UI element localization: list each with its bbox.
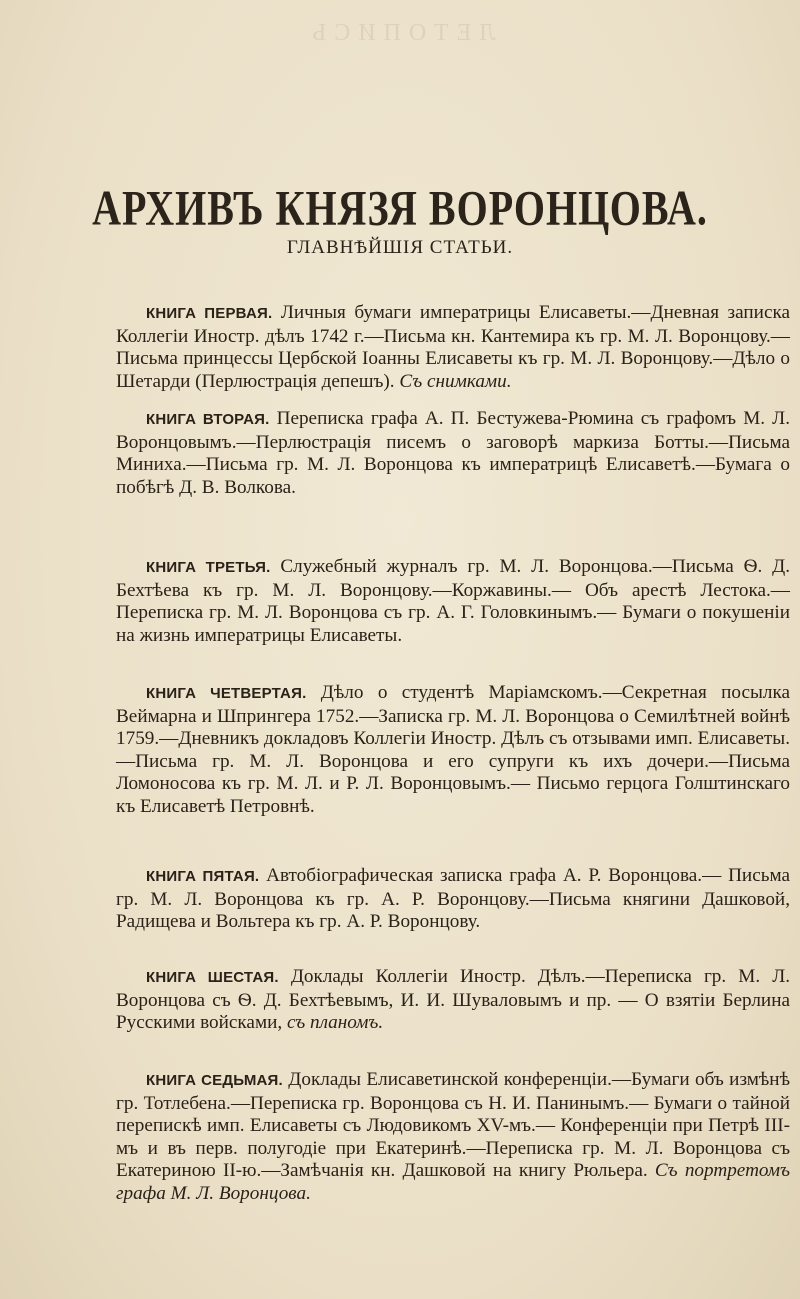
section-text: Дѣло о студентѣ Маріамскомъ.—Секретная посылка Веймарна и Шпрингера 1752.—Записка гр. М. Л. Воронцова о Семилѣтней войнѣ 1759.—Дневникъ докладовъ Коллегіи Иностр. Дѣлъ съ отзывами имп. Елисаветы.—Письма гр. М. Л. Воронцова и его супруги къ ихъ дочери.—Письма Ломоносова къ гр. М. Л. и Р. Л. Воронцовымъ.— Письмо герцога Голштинскаго къ Елисаветѣ Петровнѣ. (116, 682, 790, 817)
page-subtitle: ГЛАВНѢЙШІЯ СТАТЬИ. (286, 237, 514, 258)
section-book-4 (116, 682, 790, 818)
section-book-7 (116, 1069, 790, 1205)
section-text: Служебный журналъ гр. М. Л. Воронцова.—Письма Ѳ. Д. Бехтѣева къ гр. М. Л. Воронцову.—Коржавины.— Объ арестѣ Лестока.—Переписка гр. М. Л. Воронцова съ гр. А. Г. Головкинымъ.— Бумаги о покушеніи на жизнь императрицы Елисаветы. (116, 556, 791, 646)
book-heading: КНИГА ЧЕТВЕРТАЯ. (146, 685, 307, 703)
book-heading: КНИГА ШЕСТАЯ. (146, 969, 279, 987)
section-text: Автобіографическая записка графа А. Р. Воронцова.— Письма гр. М. Л. Воронцова къ гр. А. Р. Воронцову.—Письма княгини Дашковой, Радищева и Вольтера къ гр. А. Р. Воронцову. (116, 865, 790, 933)
book-heading: КНИГА ПЕРВАЯ. (146, 305, 273, 323)
page-title: АРХИВЪ КНЯЗЯ ВОРОНЦОВА. (92, 179, 708, 236)
section-book-1 (116, 302, 790, 393)
book-heading: КНИГА ВТОРАЯ. (146, 411, 270, 429)
section-book-5 (116, 865, 790, 934)
section-text: Доклады Коллегіи Иностр. Дѣлъ.—Переписка гр. М. Л. Воронцова съ Ѳ. Д. Бехтѣевымъ, И. И. Шуваловымъ и пр. — О взятіи Берлина Русскими войсками, (116, 966, 791, 1034)
book-heading: КНИГА ТРЕТЬЯ. (146, 559, 271, 577)
book-heading: КНИГА ПЯТАЯ. (146, 868, 260, 886)
section-note: съ планомъ. (286, 1012, 384, 1034)
section-text: Личныя бумаги императрицы Елисаветы.—Дневная записка Коллегіи Иностр. дѣлъ 1742 г.—Письма кн. Кантемира къ гр. М. Л. Воронцову.—Письма принцессы Цербской Іоанны Елисаветы къ гр. М. Л. Воронцову.—Дѣло о Шетарди (Перлюстрація депешъ). (116, 302, 791, 392)
section-book-6 (116, 966, 790, 1035)
section-note: Съ портретомъ графа М. Л. Воронцова. (116, 1160, 790, 1204)
section-note: Съ снимками. (399, 370, 512, 392)
book-heading: КНИГА СЕДЬМАЯ. (146, 1072, 283, 1090)
section-book-2 (116, 408, 790, 499)
show-through-text: ЛЕТОПИСЬ (304, 20, 496, 46)
section-text: Доклады Елисаветинской конференціи.—Бумаги объ измѣнѣ гр. Тотлебена.—Переписка гр. Воронцова съ Н. И. Панинымъ.— Бумаги о тайной перепискѣ имп. Елисаветы съ Людовикомъ XV-мъ.— Конференціи при Петрѣ III-мъ и въ перв. полугодіе при Екатеринѣ.—Переписка гр. М. Л. Воронцова съ Екатериною II-ю.—Замѣчанія кн. Дашковой на книгу Рюльера. (116, 1069, 790, 1182)
section-book-3 (116, 556, 790, 647)
section-text: Переписка графа А. П. Бестужева-Рюмина съ графомъ М. Л. Воронцовымъ.—Перлюстрація писемъ о заговорѣ маркиза Ботты.—Письма Миниха.—Письма гр. М. Л. Воронцова къ императрицѣ Елисаветѣ.—Бумага о побѣгѣ Д. В. Волкова. (116, 408, 790, 498)
